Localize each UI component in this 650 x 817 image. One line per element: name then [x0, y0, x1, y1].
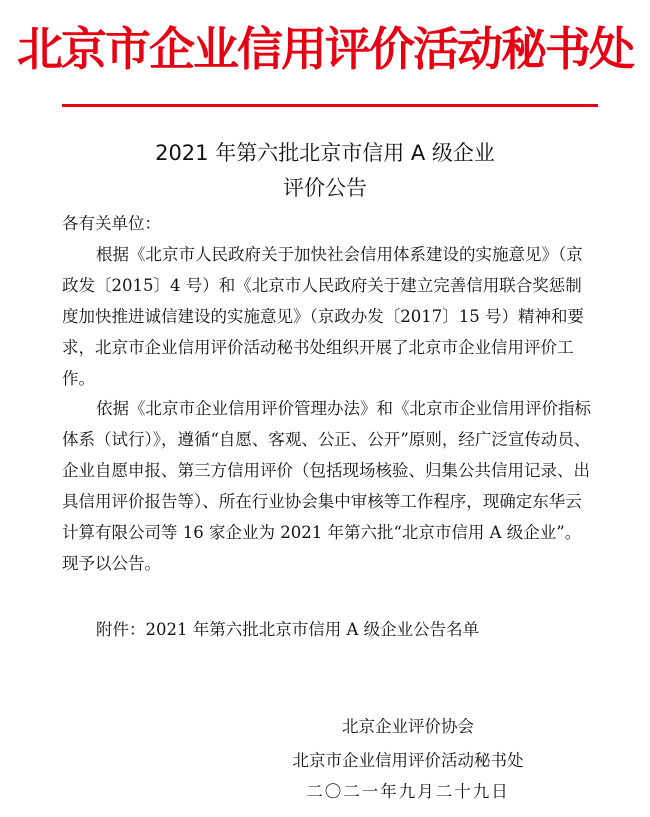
document-title-line-1: 2021 年第六批北京市信用 A 级企业 [155, 141, 495, 165]
body-paragraph-2: 依据《北京市企业信用评价管理办法》和《北京市企业信用评价指标体系（试行）》，遵循“自愿、客观、公正、公开”原则，经广泛宣传动员、企业自愿申报、第三方信用评价（包括现场核验、归集公共信用记录、出具信用评价报告等）、所在行业协会集中审核等工作程序，现确定东华云计算有限公司等 16 家企业为 2021 年第六批“北京市信用 A 级企业”。现予以公告。 [62, 399, 591, 573]
signature-date: 二〇二一年九月二十九日 [306, 782, 510, 801]
signature-org-2: 北京市企业信用评价活动秘书处 [292, 751, 524, 770]
body-paragraph-1: 根据《北京市人民政府关于加快社会信用体系建设的实施意见》（京政发〔2015〕4 号）和《北京市人民政府关于建立完善信用联合奖惩制度加快推进诚信建设的实施意见》（京政办发〔2017〕15 号）精神和要求，北京市企业信用评价活动秘书处组织开展了北京市企业信用评价工作。 [62, 245, 584, 388]
red-divider [62, 104, 598, 107]
masthead-title: 北京市企业信用评价活动秘书处 [17, 22, 633, 76]
document-title-line-2: 评价公告 [283, 176, 367, 200]
signature-org-1: 北京企业评价协会 [342, 717, 474, 736]
attachment-note: 附件：2021 年第六批北京市信用 A 级企业公告名单 [96, 620, 480, 639]
salutation: 各有关单位： [62, 214, 161, 233]
